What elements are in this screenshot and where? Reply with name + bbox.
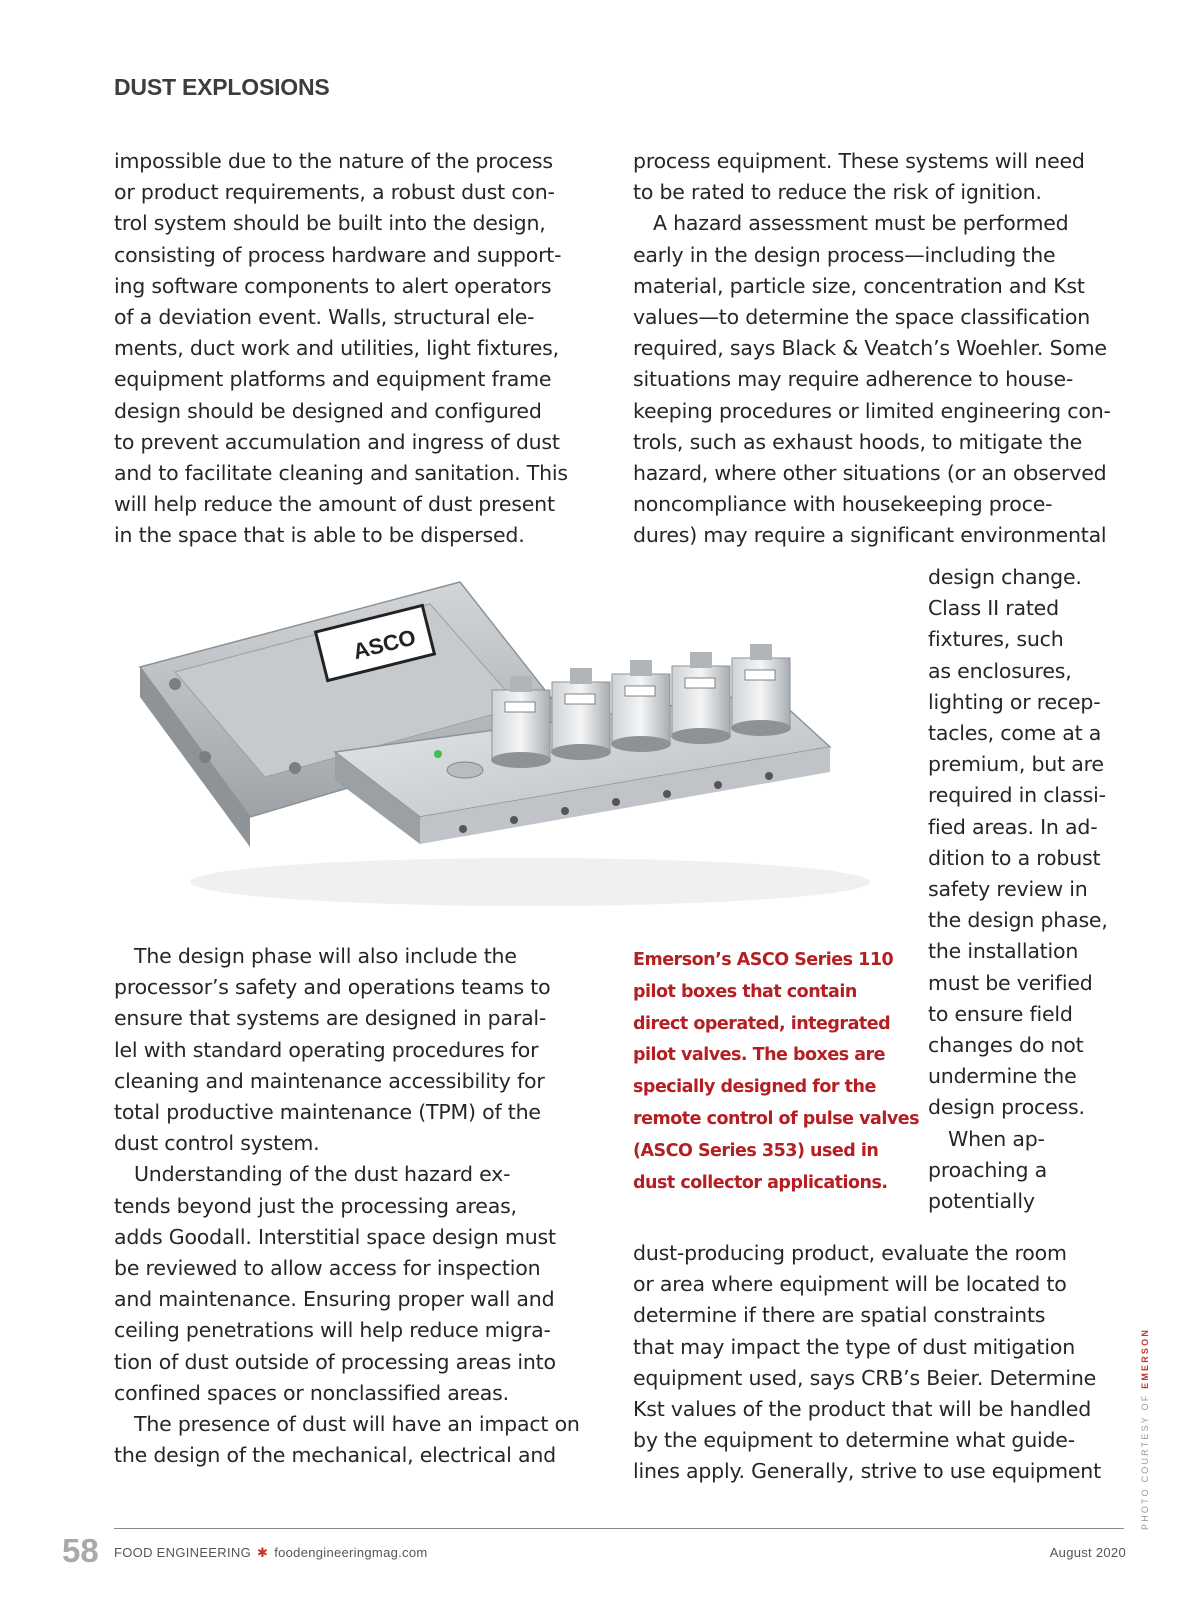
text-line: tion of dust outside of processing areas into xyxy=(114,1349,556,1374)
text-line: changes do not xyxy=(928,1033,1084,1058)
caption-line: remote control of pulse valves xyxy=(633,1108,920,1129)
text-line: to be rated to reduce the risk of ignition. xyxy=(633,180,1042,205)
text-line: lines apply. Generally, strive to use equipment xyxy=(633,1459,1101,1484)
text-line: by the equipment to determine what guide- xyxy=(633,1428,1075,1453)
text-line: Kst values of the product that will be handled xyxy=(633,1397,1092,1422)
text-line: impossible due to the nature of the process xyxy=(114,149,553,173)
body-column-left-bottom xyxy=(114,941,580,1471)
text-line: dures) may require a significant environmental xyxy=(633,523,1107,548)
text-line: cleaning and maintenance accessibility for xyxy=(114,1068,545,1093)
body-column-right-bottom xyxy=(633,1238,1101,1488)
text-line: design process. xyxy=(928,1095,1085,1120)
text-line: adds Goodall. Interstitial space design must xyxy=(114,1224,556,1249)
section-header: DUST EXPLOSIONS xyxy=(114,74,330,100)
text-line: or product requirements, a robust dust con- xyxy=(114,180,555,205)
text-line: keeping procedures or limited engineering con- xyxy=(633,398,1111,423)
text-line: that may impact the type of dust mitigation xyxy=(633,1334,1076,1359)
product-photo xyxy=(130,572,890,914)
text-line: trols, such as exhaust hoods, to mitigate the xyxy=(633,429,1083,454)
text-line: dition to a robust xyxy=(928,845,1101,870)
text-line: Understanding of the dust hazard ex- xyxy=(134,1162,511,1187)
text-line: be reviewed to allow access for inspection xyxy=(114,1256,541,1281)
text-line: safety review in xyxy=(928,877,1088,902)
text-line: tacles, come at a xyxy=(928,721,1102,746)
text-line: design should be designed and configured xyxy=(114,398,542,423)
text-line: Class II rated xyxy=(928,596,1059,621)
text-line: required in classi- xyxy=(928,783,1106,808)
caption-line: Emerson’s ASCO Series 110 xyxy=(633,950,894,970)
text-line: in the space that is able to be dispersed. xyxy=(114,523,525,548)
caption-line: specially designed for the xyxy=(633,1077,876,1098)
text-line: total productive maintenance (TPM) of the xyxy=(114,1100,541,1125)
text-line: lel with standard operating procedures for xyxy=(114,1037,539,1062)
text-line: consisting of process hardware and support- xyxy=(114,242,562,267)
text-line: When ap- xyxy=(948,1126,1045,1151)
body-column-right-top xyxy=(633,146,1111,552)
text-line: processor’s safety and operations teams to xyxy=(114,975,551,1000)
text-line: or area where equipment will be located to xyxy=(633,1272,1067,1297)
text-line: premium, but are xyxy=(928,752,1104,777)
text-line: the design phase, xyxy=(928,908,1108,933)
text-line: and maintenance. Ensuring proper wall and xyxy=(114,1287,555,1312)
text-line: to ensure field xyxy=(928,1001,1073,1026)
body-column-left-top xyxy=(114,146,568,552)
text-line: and to facilitate cleaning and sanitation. This xyxy=(114,461,568,486)
photo-credit xyxy=(1140,1328,1150,1530)
caption-line: direct operated, integrated xyxy=(633,1013,891,1034)
text-line: required, says Black & Veatch’s Woehler. Some xyxy=(633,336,1107,361)
caption-line: pilot valves. The boxes are xyxy=(633,1045,886,1066)
asco-brand-label: ASCO xyxy=(350,624,419,665)
text-line: ments, duct work and utilities, light fixtures, xyxy=(114,336,559,361)
text-line: potentially xyxy=(928,1189,1035,1214)
footer-divider xyxy=(114,1528,1124,1529)
website-link[interactable]: foodengineeringmag.com xyxy=(274,1545,428,1560)
page-number: 58 xyxy=(62,1532,99,1569)
text-line: equipment used, says CRB’s Beier. Determine xyxy=(633,1365,1097,1390)
text-line: ensure that systems are designed in paral- xyxy=(114,1006,547,1031)
text-line: proaching a xyxy=(928,1157,1047,1182)
text-line: dust-producing product, evaluate the room xyxy=(633,1241,1067,1265)
text-line: equipment platforms and equipment frame xyxy=(114,367,552,392)
text-line: the installation xyxy=(928,939,1079,964)
photo-caption xyxy=(633,945,919,1199)
text-line: ing software components to alert operators xyxy=(114,273,552,298)
text-line: fied areas. In ad- xyxy=(928,814,1098,839)
text-line: undermine the xyxy=(928,1064,1077,1089)
text-line: as enclosures, xyxy=(928,658,1072,683)
text-line: dust control system. xyxy=(114,1131,320,1156)
caption-line: (ASCO Series 353) used in xyxy=(633,1140,879,1161)
text-line: hazard, where other situations (or an observed xyxy=(633,461,1107,486)
text-line: fixtures, such xyxy=(928,627,1064,652)
text-line: situations may require adherence to house- xyxy=(633,367,1074,392)
text-line: of a deviation event. Walls, structural ele- xyxy=(114,305,535,330)
asterisk-icon: ✱ xyxy=(256,1545,269,1560)
text-line: must be verified xyxy=(928,970,1093,995)
text-line: values—to determine the space classification xyxy=(633,305,1091,330)
text-line: the design of the mechanical, electrical and xyxy=(114,1443,556,1468)
text-line: ceiling penetrations will help reduce migra- xyxy=(114,1318,551,1343)
text-line: trol system should be built into the design, xyxy=(114,211,546,236)
photo-credit-brand: EMERSON xyxy=(1140,1327,1150,1389)
issue-date: August 2020 xyxy=(1049,1545,1126,1560)
caption-line: dust collector applications. xyxy=(633,1172,888,1193)
text-line: confined spaces or nonclassified areas. xyxy=(114,1380,509,1405)
text-line: process equipment. These systems will need xyxy=(633,149,1085,173)
text-line: to prevent accumulation and ingress of dust xyxy=(114,429,560,454)
text-line: The presence of dust will have an impact on xyxy=(134,1412,580,1437)
publication-name: FOOD ENGINEERING xyxy=(114,1545,251,1560)
photo-credit-prefix: PHOTO COURTESY OF xyxy=(1140,1393,1150,1530)
text-line: early in the design process—including the xyxy=(633,242,1056,267)
text-line: will help reduce the amount of dust present xyxy=(114,492,555,517)
text-line: material, particle size, concentration and Kst xyxy=(633,273,1085,298)
text-line: The design phase will also include the xyxy=(134,944,517,968)
caption-line: pilot boxes that contain xyxy=(633,981,857,1002)
footer-publication xyxy=(114,1545,428,1561)
text-line: noncompliance with housekeeping proce- xyxy=(633,492,1053,517)
body-column-narrow xyxy=(928,562,1108,1217)
text-line: design change. xyxy=(928,565,1082,589)
text-line: determine if there are spatial constraints xyxy=(633,1303,1046,1328)
text-line: tends beyond just the processing areas, xyxy=(114,1193,517,1218)
text-line: A hazard assessment must be performed xyxy=(653,211,1069,236)
text-line: lighting or recep- xyxy=(928,689,1101,714)
